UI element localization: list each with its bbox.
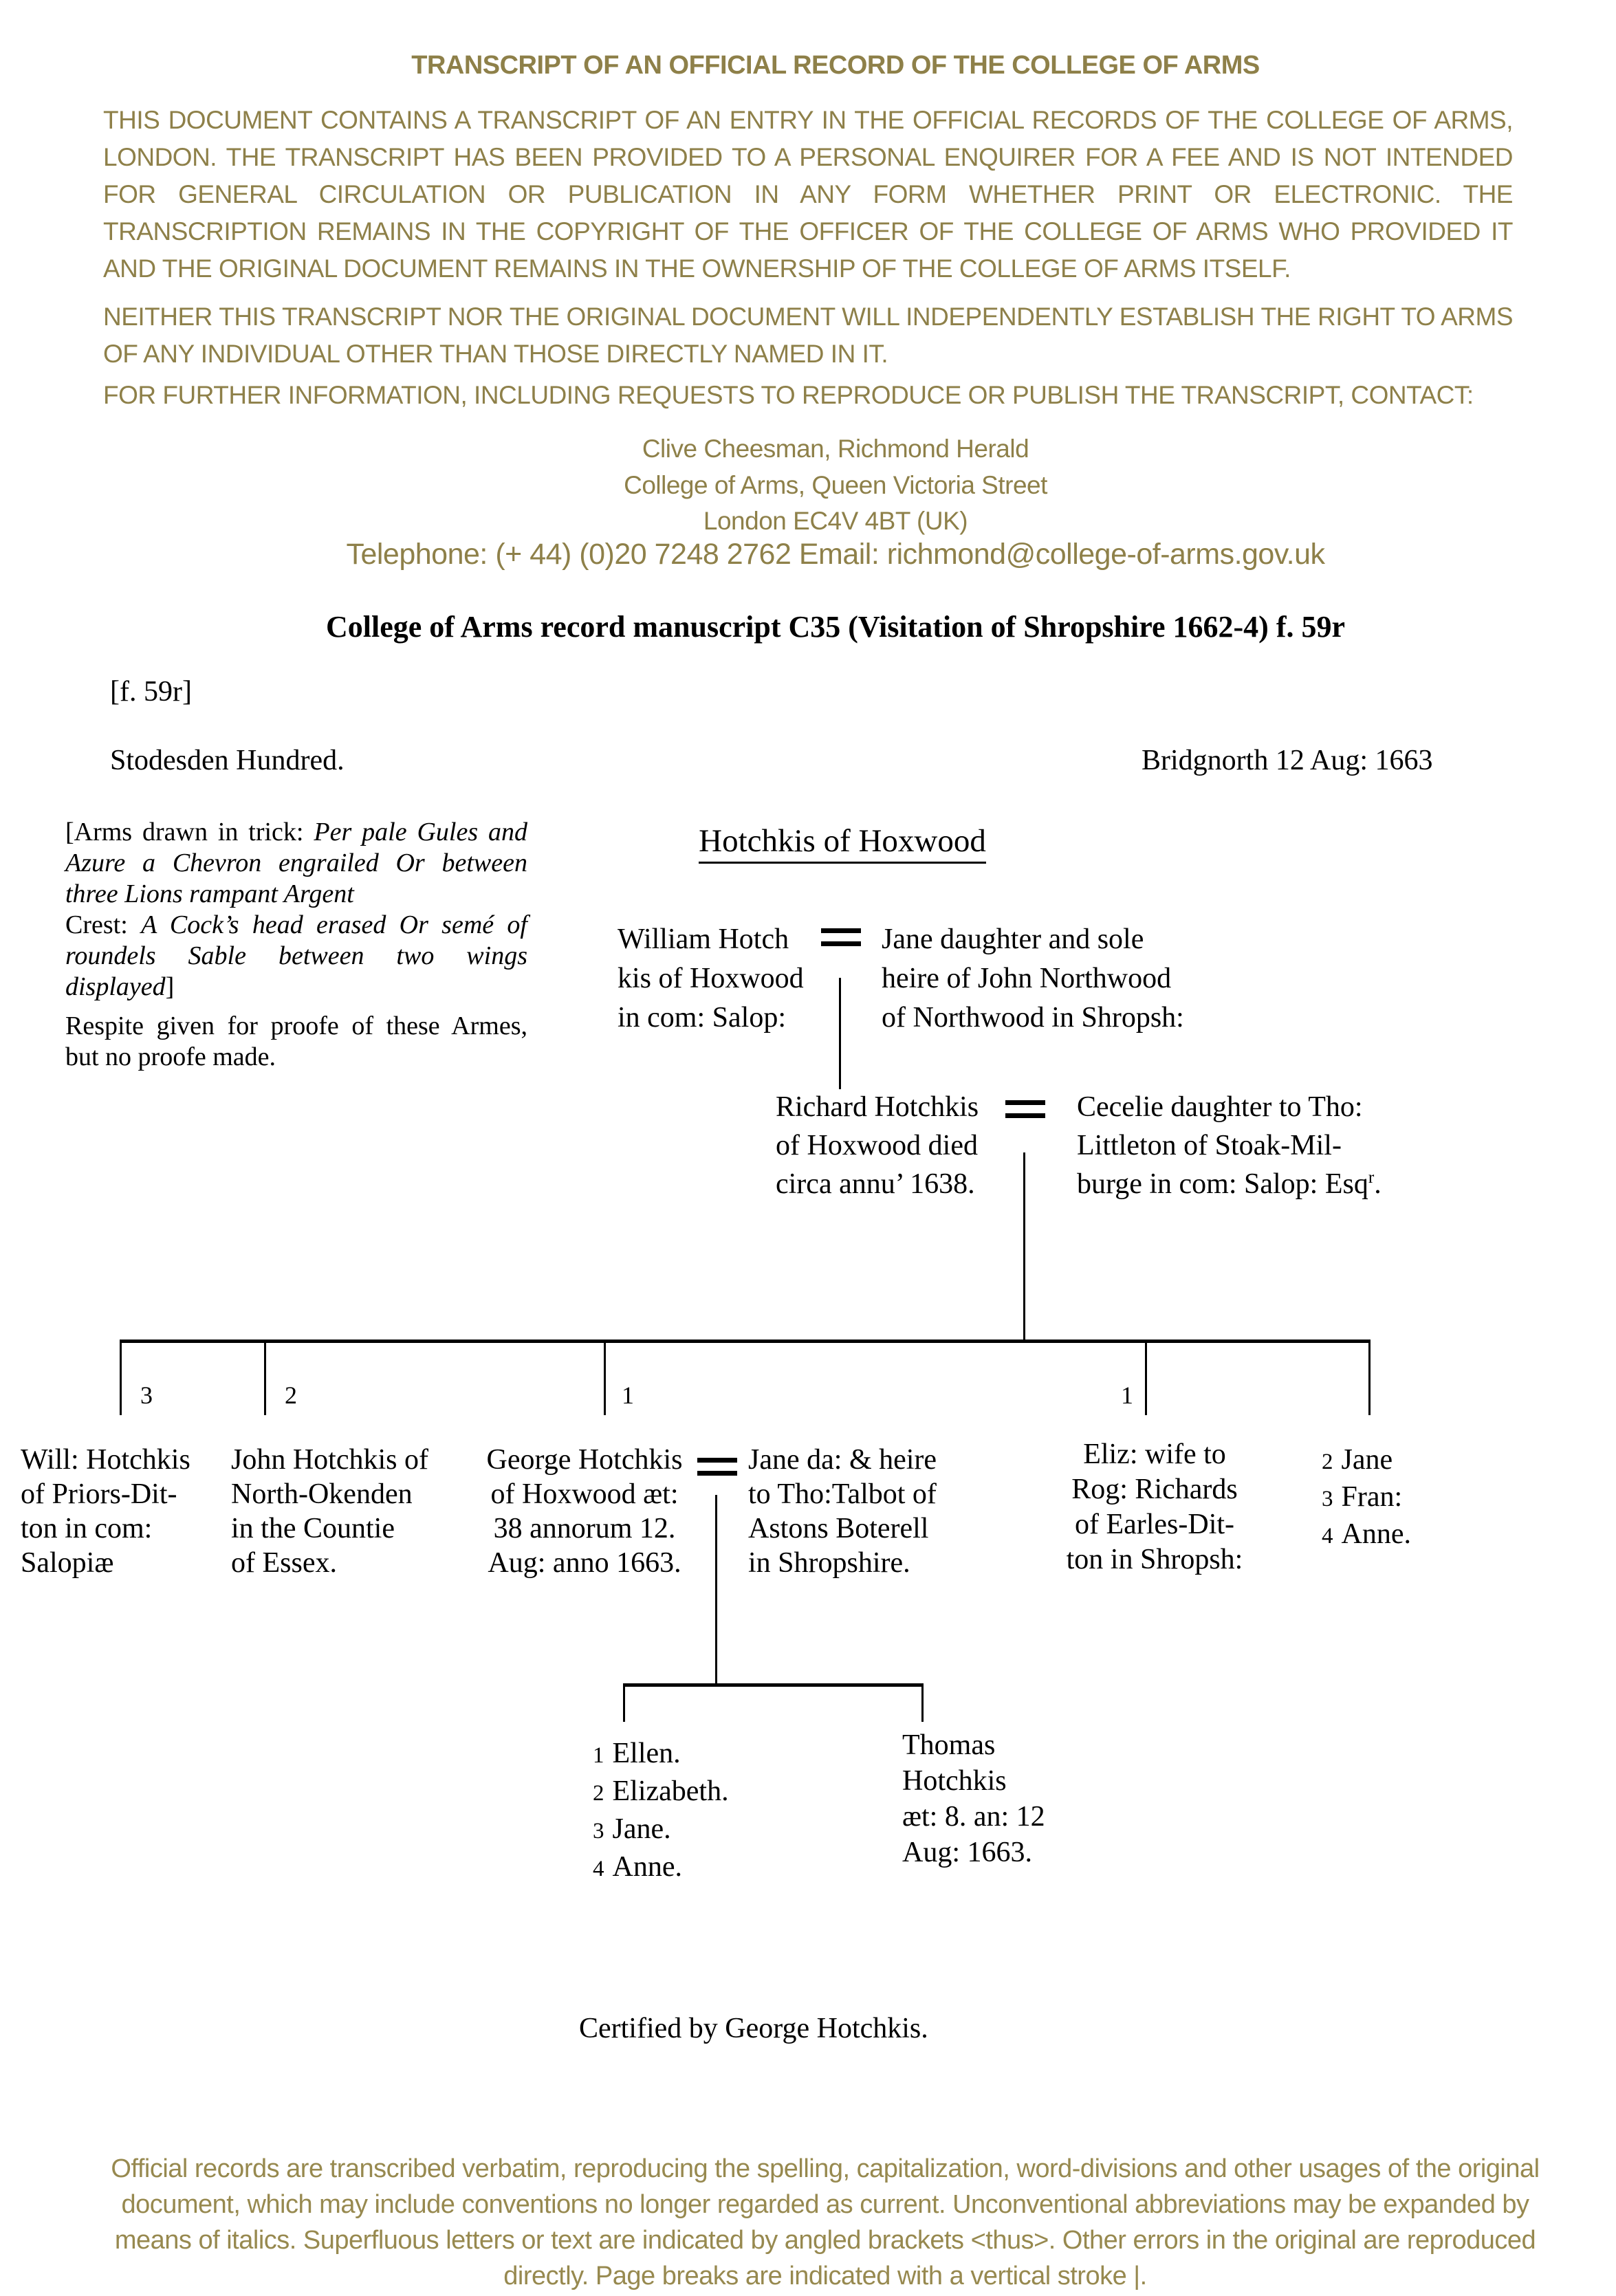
- arms-note: [65, 817, 527, 1003]
- text-line: Richard Hotchkis: [776, 1091, 979, 1123]
- place-date-label: Bridgnorth 12 Aug: 1663: [1142, 745, 1433, 776]
- text-line: of Hoxwood æt:: [490, 1478, 679, 1510]
- list-item: 3 Jane.: [593, 1813, 671, 1845]
- text-line: Cecelie daughter to Tho:: [1077, 1091, 1363, 1123]
- descent-line: [715, 1495, 717, 1683]
- text-line: Littleton of Stoak-Mil-: [1077, 1130, 1342, 1161]
- respite-note: [65, 1011, 527, 1073]
- arms-note-line: three Lions rampant Argent: [65, 879, 354, 908]
- child-drop-line: [604, 1340, 606, 1415]
- child-drop-line: [264, 1340, 266, 1415]
- birth-order-number: 1: [622, 1381, 634, 1409]
- text-line: circa annu’ 1638.: [776, 1168, 975, 1200]
- contact-address: College of Arms, Queen Victoria Street: [624, 471, 1047, 499]
- text-line: ton in Shropsh:: [1066, 1544, 1243, 1575]
- respite-line: but no proofe made.: [65, 1042, 276, 1071]
- tree-node-george-hotchkis: [474, 1443, 695, 1580]
- pedigree-title: Hotchkis of Hoxwood: [688, 822, 997, 860]
- text-line: in Shropshire.: [748, 1547, 910, 1579]
- marriage-equals-icon: [1005, 1100, 1045, 1118]
- list-item: 4 Anne.: [593, 1851, 682, 1883]
- text-line: North-Okenden: [231, 1478, 413, 1510]
- tree-node-john-hotchkis: [231, 1443, 428, 1580]
- tree-node-eliz-richards: [1062, 1437, 1247, 1577]
- arms-note-line: displayed]: [65, 972, 175, 1001]
- birth-order-number: 1: [1121, 1381, 1133, 1409]
- certification-line: Certified by George Hotchkis.: [579, 2013, 928, 2044]
- arms-note-line: Azure a Chevron engrailed Or between: [65, 849, 527, 877]
- tree-node-cecelie-littleton: [1077, 1088, 1382, 1203]
- document-header-title: TRANSCRIPT OF AN OFFICIAL RECORD OF THE COLLEGE OF ARMS: [411, 51, 1260, 80]
- tree-node-grandchildren-group: [593, 1736, 729, 1887]
- birth-order-number: 3: [140, 1381, 153, 1409]
- text-line: Eliz: wife to: [1083, 1439, 1226, 1470]
- text-line: Thomas: [902, 1729, 996, 1761]
- tree-node-thomas-hotchkis: [902, 1727, 1045, 1870]
- text-line: George Hotchkis: [486, 1444, 683, 1476]
- tree-node-william-hotchkis: [618, 920, 804, 1038]
- marriage-equals-icon: [821, 928, 861, 946]
- text-line: Aug: 1663.: [902, 1837, 1032, 1868]
- respite-line: Respite given for proofe of these Armes,: [65, 1012, 527, 1040]
- text-line: æt: 8. an: 12: [902, 1801, 1045, 1833]
- contact-name: Clive Cheesman, Richmond Herald: [642, 435, 1029, 463]
- child-drop-line: [120, 1340, 122, 1415]
- arms-note-line: roundels Sable between two wings: [65, 941, 527, 970]
- hundred-label: Stodesden Hundred.: [110, 745, 345, 776]
- text-line: Hotchkis: [902, 1765, 1007, 1797]
- disclaimer-paragraph-1: THIS DOCUMENT CONTAINS A TRANSCRIPT OF AN ENTRY IN THE OFFICIAL RECORDS OF THE COLLEGE OF ARMS, LONDON. THE TRANSCRIPT HAS BEEN PROVIDED TO A PERSONAL ENQUIRER FOR A FEE AND IS NOT INTENDED FOR GENERAL CIRCULATION OR PUBLICATION IN ANY FORM WHETHER PRINT OR ELECTRONIC. THE TRANSCRIPTION REMAINS IN THE COPYRIGHT OF THE OFFICER OF THE COLLEGE OF ARMS WHO PROVIDED IT AND THE ORIGINAL DOCUMENT REMAINS IN THE OWNERSHIP OF THE COLLEGE OF ARMS ITSELF.: [103, 106, 1513, 283]
- text-line: of Earles-Dit-: [1074, 1509, 1235, 1540]
- child-drop-line: [921, 1683, 924, 1722]
- text-line: Jane daughter and sole: [882, 923, 1144, 955]
- record-title: College of Arms record manuscript C35 (Visitation of Shropshire 1662-4) f. 59r: [325, 610, 1345, 644]
- list-item: 2 Elizabeth.: [593, 1775, 729, 1807]
- text-line: William Hotch: [618, 923, 789, 955]
- marriage-equals-icon: [697, 1458, 737, 1476]
- text-line: 38 annorum 12.: [493, 1513, 676, 1544]
- sibling-line: [120, 1340, 1370, 1343]
- list-item: 2 Jane: [1322, 1444, 1393, 1476]
- further-information-line: FOR FURTHER INFORMATION, INCLUDING REQUESTS TO REPRODUCE OR PUBLISH THE TRANSCRIPT, CONTACT:: [103, 381, 1474, 409]
- text-line: to Tho:Talbot of: [748, 1478, 937, 1510]
- text-line: Salopiæ: [21, 1547, 114, 1579]
- text-line: Will: Hotchkis: [21, 1444, 190, 1476]
- text-line: of Northwood in Shropsh:: [882, 1002, 1184, 1034]
- birth-order-number: 2: [285, 1381, 297, 1409]
- sibling-line: [623, 1683, 924, 1687]
- tree-node-jane-talbot: [748, 1443, 937, 1580]
- child-drop-line: [623, 1683, 625, 1722]
- text-line: Jane da: & heire: [748, 1444, 937, 1476]
- list-item: 1 Ellen.: [593, 1738, 681, 1769]
- text-line: John Hotchkis of: [231, 1444, 428, 1476]
- child-drop-line: [1145, 1340, 1147, 1415]
- text-line: of Priors-Dit-: [21, 1478, 177, 1510]
- text-line: in com: Salop:: [618, 1002, 786, 1034]
- folio-reference: [f. 59r]: [110, 676, 192, 708]
- text-line: burge in com: Salop: Esq$^r$.: [1077, 1168, 1382, 1200]
- text-line: Aug: anno 1663.: [488, 1547, 681, 1579]
- arms-note-line: [Arms drawn in trick: Per pale Gules and: [65, 818, 527, 846]
- list-item: 3 Fran:: [1322, 1481, 1403, 1513]
- contact-city: London EC4V 4BT (UK): [703, 507, 968, 535]
- tree-node-jane-northwood: [882, 920, 1184, 1038]
- arms-note-line: Crest: A Cock’s head erased Or semé of: [65, 910, 527, 939]
- descent-line: [839, 978, 841, 1089]
- contact-phone-email: Telephone: (+ 44) (0)20 7248 2762 Email: richmond@college-of-arms.gov.uk: [346, 538, 1325, 571]
- text-line: Rog: Richards: [1071, 1474, 1238, 1505]
- tree-node-daughters-group: [1322, 1443, 1411, 1554]
- list-item: 4 Anne.: [1322, 1518, 1411, 1550]
- child-drop-line: [1368, 1340, 1371, 1415]
- text-line: in the Countie: [231, 1513, 395, 1544]
- text-line: of Hoxwood died: [776, 1130, 978, 1161]
- descent-line: [1023, 1152, 1025, 1340]
- text-line: kis of Hoxwood: [618, 963, 804, 994]
- transcription-conventions-footer: Official records are transcribed verbatim, reproducing the spelling, capitalization, word-divisions and other usages of the original document, which may include conventions no longer regarded as current. Unconventional abbreviations may be expanded by means of italics. Superfluous letters or text are indicated by angled brackets <thus>. Other errors in the original are reproduced directly. Page breaks are indicated with a vertical stroke |.: [111, 2154, 1540, 2290]
- tree-node-richard-hotchkis: [776, 1088, 979, 1203]
- text-line: of Essex.: [231, 1547, 337, 1579]
- tree-node-will-hotchkis: [21, 1443, 190, 1580]
- disclaimer-paragraph-2: NEITHER THIS TRANSCRIPT NOR THE ORIGINAL DOCUMENT WILL INDEPENDENTLY ESTABLISH THE RIGHT TO ARMS OF ANY INDIVIDUAL OTHER THAN THOSE DIRECTLY NAMED IN IT.: [103, 303, 1513, 368]
- text-line: Astons Boterell: [748, 1513, 929, 1544]
- text-line: ton in com:: [21, 1513, 153, 1544]
- text-line: heire of John Northwood: [882, 963, 1172, 994]
